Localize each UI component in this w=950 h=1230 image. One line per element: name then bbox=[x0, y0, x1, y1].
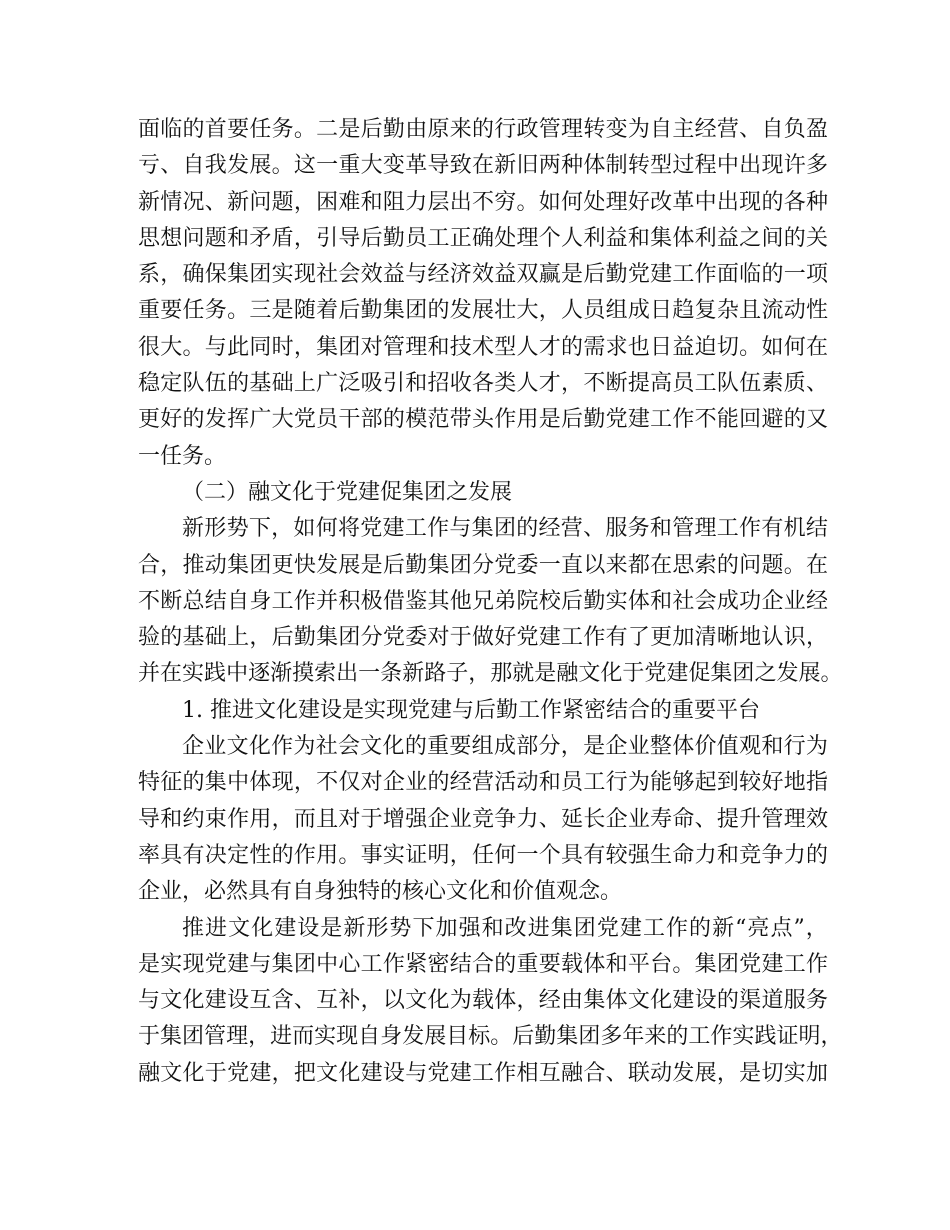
text-line: 合 ， 推 动 集 团 更 快 发 展 是 后 勤 集 团 分 党 委 一 直 以 来 都 在 思 索 的 问 题 。 在 bbox=[138, 552, 828, 578]
text-line: 面 临 的 首 要 任 务 。 二 是 后 勤 由 原 来 的 行 政 管 理 转 变 为 自 主 经 营 、 自 负 盈 bbox=[138, 117, 828, 142]
text-line: 率 具 有 决 定 性 的 作 用 。 事 实 证 明 ， 任 何 一 个 具 有 较 强 生 命 力 和 竞 争 力 的 bbox=[138, 842, 828, 868]
text-line: 特 征 的 集 中 体 现 ， 不 仅 对 企 业 的 经 营 活 动 和 员 工 行 为 能 够 起 到 较 好 地 指 bbox=[138, 770, 828, 796]
text-line: 新 形 势 下 ， 如 何 将 党 建 工 作 与 集 团 的 经 营 、 服 务 和 管 理 工 作 有 机 结 bbox=[182, 516, 828, 542]
text-line: 稳 定 队 伍 的 基 础 上 广 泛 吸 引 和 招 收 各 类 人 才 ， 不 断 提 高 员 工 队 伍 素 质 、 bbox=[138, 371, 828, 397]
text-line: （二）融文化于党建促集团之发展 bbox=[182, 479, 513, 505]
text-line: 企业，必然具有自身独特的核心文化和价值观念。 bbox=[138, 879, 623, 905]
text-line: 与 文 化 建 设 互 含 、 互 补 ， 以 文 化 为 载 体 ， 经 由 集 体 文 化 建 设 的 渠 道 服 务 bbox=[138, 988, 828, 1014]
text-line: 系 ， 确 保 集 团 实 现 社 会 效 益 与 经 济 效 益 双 赢 是 后 勤 党 建 工 作 面 临 的 一 项 bbox=[138, 262, 828, 288]
text-line: 一任务。 bbox=[138, 443, 227, 469]
text-line: 于 集 团 管 理 ， 进 而 实 现 自 身 发 展 目 标 。 后 勤 集 团 多 年 来 的 工 作 实 践 证 明 ， bbox=[138, 1024, 843, 1050]
text-line: 思 想 问 题 和 矛 盾 ， 引 导 后 勤 员 工 正 确 处 理 个 人 利 益 和 集 体 利 益 之 间 的 关 bbox=[138, 225, 828, 251]
document-body bbox=[138, 112, 843, 1092]
text-line: 很 大 。 与 此 同 时 ， 集 团 对 管 理 和 技 术 型 人 才 的 需 求 也 日 益 迫 切 。 如 何 在 bbox=[138, 334, 828, 360]
text-line: 企 业 文 化 作 为 社 会 文 化 的 重 要 组 成 部 分 ， 是 企 业 整 体 价 值 观 和 行 为 bbox=[182, 734, 828, 760]
text-line: 验 的 基 础 上 ， 后 勤 集 团 分 党 委 对 于 做 好 党 建 工 作 有 了 更 加 清 晰 地 认 识 ， bbox=[138, 625, 828, 651]
text-line: 融 文 化 于 党 建 ， 把 文 化 建 设 与 党 建 工 作 相 互 融 合 、 联 动 发 展 ， 是 切 实 加 bbox=[138, 1060, 828, 1086]
text-line: 是 实 现 党 建 与 集 团 中 心 工 作 紧 密 结 合 的 重 要 载 体 和 平 台 。 集 团 党 建 工 作 bbox=[138, 951, 828, 977]
text-line: 亏 、 自 我 发 展 。 这 一 重 大 变 革 导 致 在 新 旧 两 种 体 制 转 型 过 程 中 出 现 许 多 bbox=[138, 153, 828, 179]
text-line: 1. 推进文化建设是实现党建与后勤工作紧密结合的重要平台 bbox=[182, 697, 760, 723]
text-line: 推 进 文 化 建 设 是 新 形 势 下 加 强 和 改 进 集 团 党 建 工 作 的 新 “ 亮 点 ” ， bbox=[182, 915, 828, 941]
text-line: 新 情 况 、 新 问 题 ， 困 难 和 阻 力 层 出 不 穷 。 如 何 处 理 好 改 革 中 出 现 的 各 种 bbox=[138, 189, 828, 215]
text-line: 重 要 任 务 。 三 是 随 着 后 勤 集 团 的 发 展 壮 大 ， 人 员 组 成 日 趋 复 杂 且 流 动 性 bbox=[138, 298, 828, 324]
text-line: 更 好 的 发 挥 广 大 党 员 干 部 的 模 范 带 头 作 用 是 后 勤 党 建 工 作 不 能 回 避 的 又 bbox=[138, 407, 828, 433]
text-line: 导 和 约 束 作 用 ， 而 且 对 于 增 强 企 业 竞 争 力 、 延 长 企 业 寿 命 、 提 升 管 理 效 bbox=[138, 806, 828, 832]
text-line: 并 在 实 践 中 逐 渐 摸 索 出 一 条 新 路 子 ， 那 就 是 融 文 化 于 党 建 促 集 团 之 发 展 。 bbox=[138, 661, 843, 687]
text-line: 不 断 总 结 自 身 工 作 并 积 极 借 鉴 其 他 兄 弟 院 校 后 勤 实 体 和 社 会 成 功 企 业 经 bbox=[138, 588, 828, 614]
